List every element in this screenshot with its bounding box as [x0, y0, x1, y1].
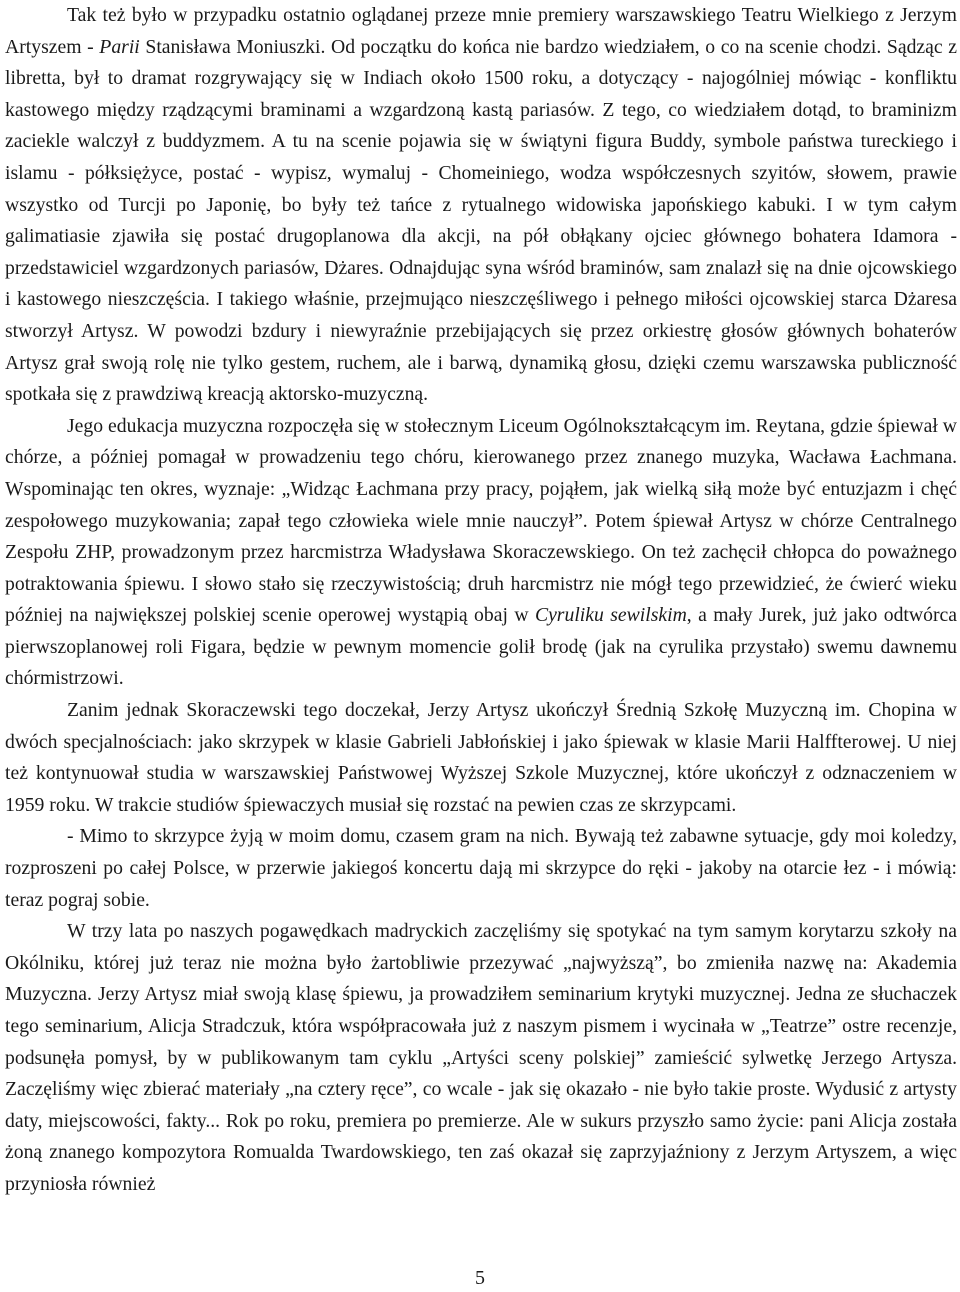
article-body — [5, 0, 957, 1201]
paragraph-1-text-b: Stanisława Moniuszki. Od początku do końca nie bardzo wiedziałem, o co na scenie chodzi. Sądząc z libretta, był to dramat rozgrywający się w Indiach około 1500 roku, a dotyczący - najogólniej mówiąc - konfliktu kastowego między rządzącymi braminami a wzgardzoną kastą pariasów. Z tego, co wiedziałem dotąd, to braminizm zaciekle walczył z buddyzmem. A tu na scenie pojawia się w świątyni figura Buddy, symbole państwa tureckiego i islamu - półksiężyce, postać - wypisz, wymaluj - Chomeiniego, wodza współczesnych szyitów, słowem, prawie wszystko od Turcji po Japonię, bo były też tańce z rytualnego widowiska japońskiego kabuki. I w tym całym galimatiasie zjawiła się postać drugoplanowa dla akcji, na pół obłąkany ojciec głównego bohatera Idamora - przedstawiciel wzgardzonych pariasów, Dżares. Odnajdując syna wśród braminów, sam znalazł się na dnie ojcowskiego i kastowego nieszczęścia. I takiego właśnie, przejmująco nieszczęśliwego i pełnego miłości ojcowskiej starca Dżaresa stworzył Artysz. W powodzi bzdury i niewyraźnie przebijających się przez orkiestrę głosów głównych bohaterów Artysz grał swoją rolę nie tylko gestem, ruchem, ale i barwą, dynamiką głosu, dzięki czemu warszawska publiczność spotkała się z prawdziwą kreacją aktorsko-muzyczną. — [5, 35, 957, 406]
paragraph-1-text-a: Tak też było w przypadku ostatnio oglądanej przeze mnie premiery warszawskiego Teatru Wielkiego z Jerzym Artyszem - — [5, 4, 957, 58]
paragraph-2-text-a: Jego edukacja muzyczna rozpoczęła się w stołecznym Liceum Ogólnokształcącym im. Reytana, gdzie śpiewał w chórze, a później pomagał w prowadzeniu tego chóru, kierowanego przez znanego muzyka, Wacława Łachmana. Wspominając ten okres, wyznaje: „Widząc Łachmana przy pracy, pojąłem, jak wielką siłą może być entuzjazm i chęć zespołowego muzykowania; zapał tego człowieka wiele mnie nauczył”. Potem śpiewał Artysz w chórze Centralnego Zespołu ZHP, prowadzonym przez harcmistrza Władysława Skoraczewskiego. On też zachęcił chłopca do poważnego potraktowania śpiewu. I słowo stało się rzeczywistością; druh harcmistrz nie mógł tego przewidzieć, że ćwierć wieku później na największej polskiej scenie operowej wystąpią obaj w — [5, 414, 957, 627]
opera-title-parii: Parii — [99, 35, 140, 58]
paragraph-4: - Mimo to skrzypce żyją w moim domu, czasem gram na nich. Bywają też zabawne sytuacje, gdy moi koledzy, rozproszeni po całej Polsce, w przerwie jakiegoś koncertu dają mi skrzypce do ręki - jakoby na otarcie łez - i mówią: teraz pograj sobie. — [5, 825, 957, 911]
paragraph-1 — [5, 0, 957, 411]
opera-title-cyrulik: Cyruliku sewilskim — [534, 604, 687, 627]
page-number: 5 — [475, 1267, 485, 1289]
paragraph-5: W trzy lata po naszych pogawędkach madryckich zaczęliśmy się spotykać na tym samym korytarzu szkoły na Okólniku, której już teraz nie można było żartobliwie przezywać „najwyższą”, bo zmieniła nazwę na: Akademia Muzyczna. Jerzy Artysz miał swoją klasę śpiewu, ja prowadziłem seminarium krytyki muzycznej. Jedna ze słuchaczek tego seminarium, Alicja Stradczuk, która współpracowała już z naszym pismem i wycinała w „Teatrze” ostre recenzje, podsunęła pomysł, by w publikowanym tam cyklu „Artyści sceny polskiej” zamieścić sylwetkę Jerzego Artysza. Zaczęliśmy więc zbierać materiały „na cztery ręce”, co wcale - jak się okazało - nie było takie proste. Wydusić z artysty daty, miejscowości, fakty... Rok po roku, premiera po premierze. Ale w sukurs przyszło samo życie: pani Alicja została żoną znanego kompozytora Romualda Twardowskiego, ten zaś okazał się zaprzyjaźniony z Jerzym Artyszem, a więc przyniosła również — [5, 920, 957, 1195]
paragraph-3: Zanim jednak Skoraczewski tego doczekał, Jerzy Artysz ukończył Średnią Szkołę Muzyczną im. Chopina w dwóch specjalnościach: jako skrzypek w klasie Gabrieli Jabłońskiej i jako śpiewak w klasie Marii Halffterowej. U niej też kontynuował studia w warszawskiej Państwowej Wyższej Szkole Muzycznej, które ukończył z odznaczeniem w 1959 roku. W trakcie studiów śpiewaczych musiał się rozstać na pewien czas ze skrzypcami. — [5, 699, 957, 816]
paragraph-2-text-b: , a mały Jurek, już jako odtwórca pierwszoplanowej roli Figara, będzie w pewnym momencie golił brodę (jak na cyrulika przystało) swemu dawnemu chórmistrzowi. — [5, 604, 957, 690]
paragraph-2 — [5, 411, 957, 695]
